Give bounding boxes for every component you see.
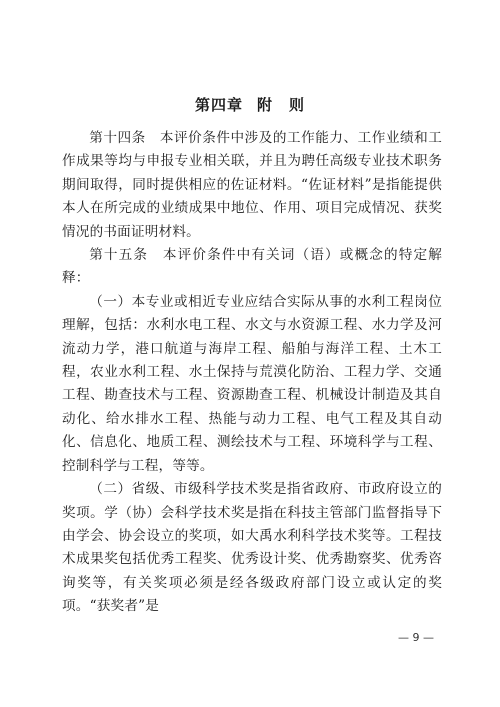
paragraph-article-15: 第十五条 本评价条件中有关词（语）或概念的特定解释：: [62, 247, 442, 287]
paragraph-item-2: （二）省级、市级科学技术奖是指省政府、市政府设立的奖项。学（协）会科学技术奖是指在科技主管部门监督指导下由学会、协会设立的奖项，如大禹水利科学技术奖等。工程技术成果奖包括优秀工程奖、优秀设计奖、优秀勘察奖、优秀咨询奖等，有关奖项必须是经各级政府部门设立或认定的奖项。“获奖者”是: [62, 481, 442, 615]
body-text: [62, 127, 442, 619]
page-number: — 9 —: [398, 631, 434, 644]
chapter-number: 第四章: [194, 96, 243, 114]
paragraph-item-1: （一）本专业或相近专业应结合实际从事的水利工程岗位理解，包括：水利水电工程、水文与水资源工程、水力学及河流动力学，港口航道与海岸工程、船舶与海洋工程、土木工程，农业水利工程、水土保持与荒漠化防治、工程力学、交通工程、勘查技术与工程、资源勘查工程、机械设计制造及其自动化、给水排水工程、热能与动力工程、电气工程及其自动化、信息化、地质工程、测绘技术与工程、环境科学与工程、控制科学与工程，等等。: [62, 293, 442, 474]
chapter-name: 附 则: [257, 96, 306, 114]
paragraph-article-14: 第十四条 本评价条件中涉及的工作能力、工作业绩和工作成果等均与申报专业相关联，并且为聘任高级专业技术职务期间取得，同时提供相应的佐证材料。“佐证材料”是指能提供本人在所完成的业绩成果中地位、作用、项目完成情况、获奖情况的书面证明材料。: [62, 130, 442, 240]
chapter-title: [0, 94, 500, 115]
